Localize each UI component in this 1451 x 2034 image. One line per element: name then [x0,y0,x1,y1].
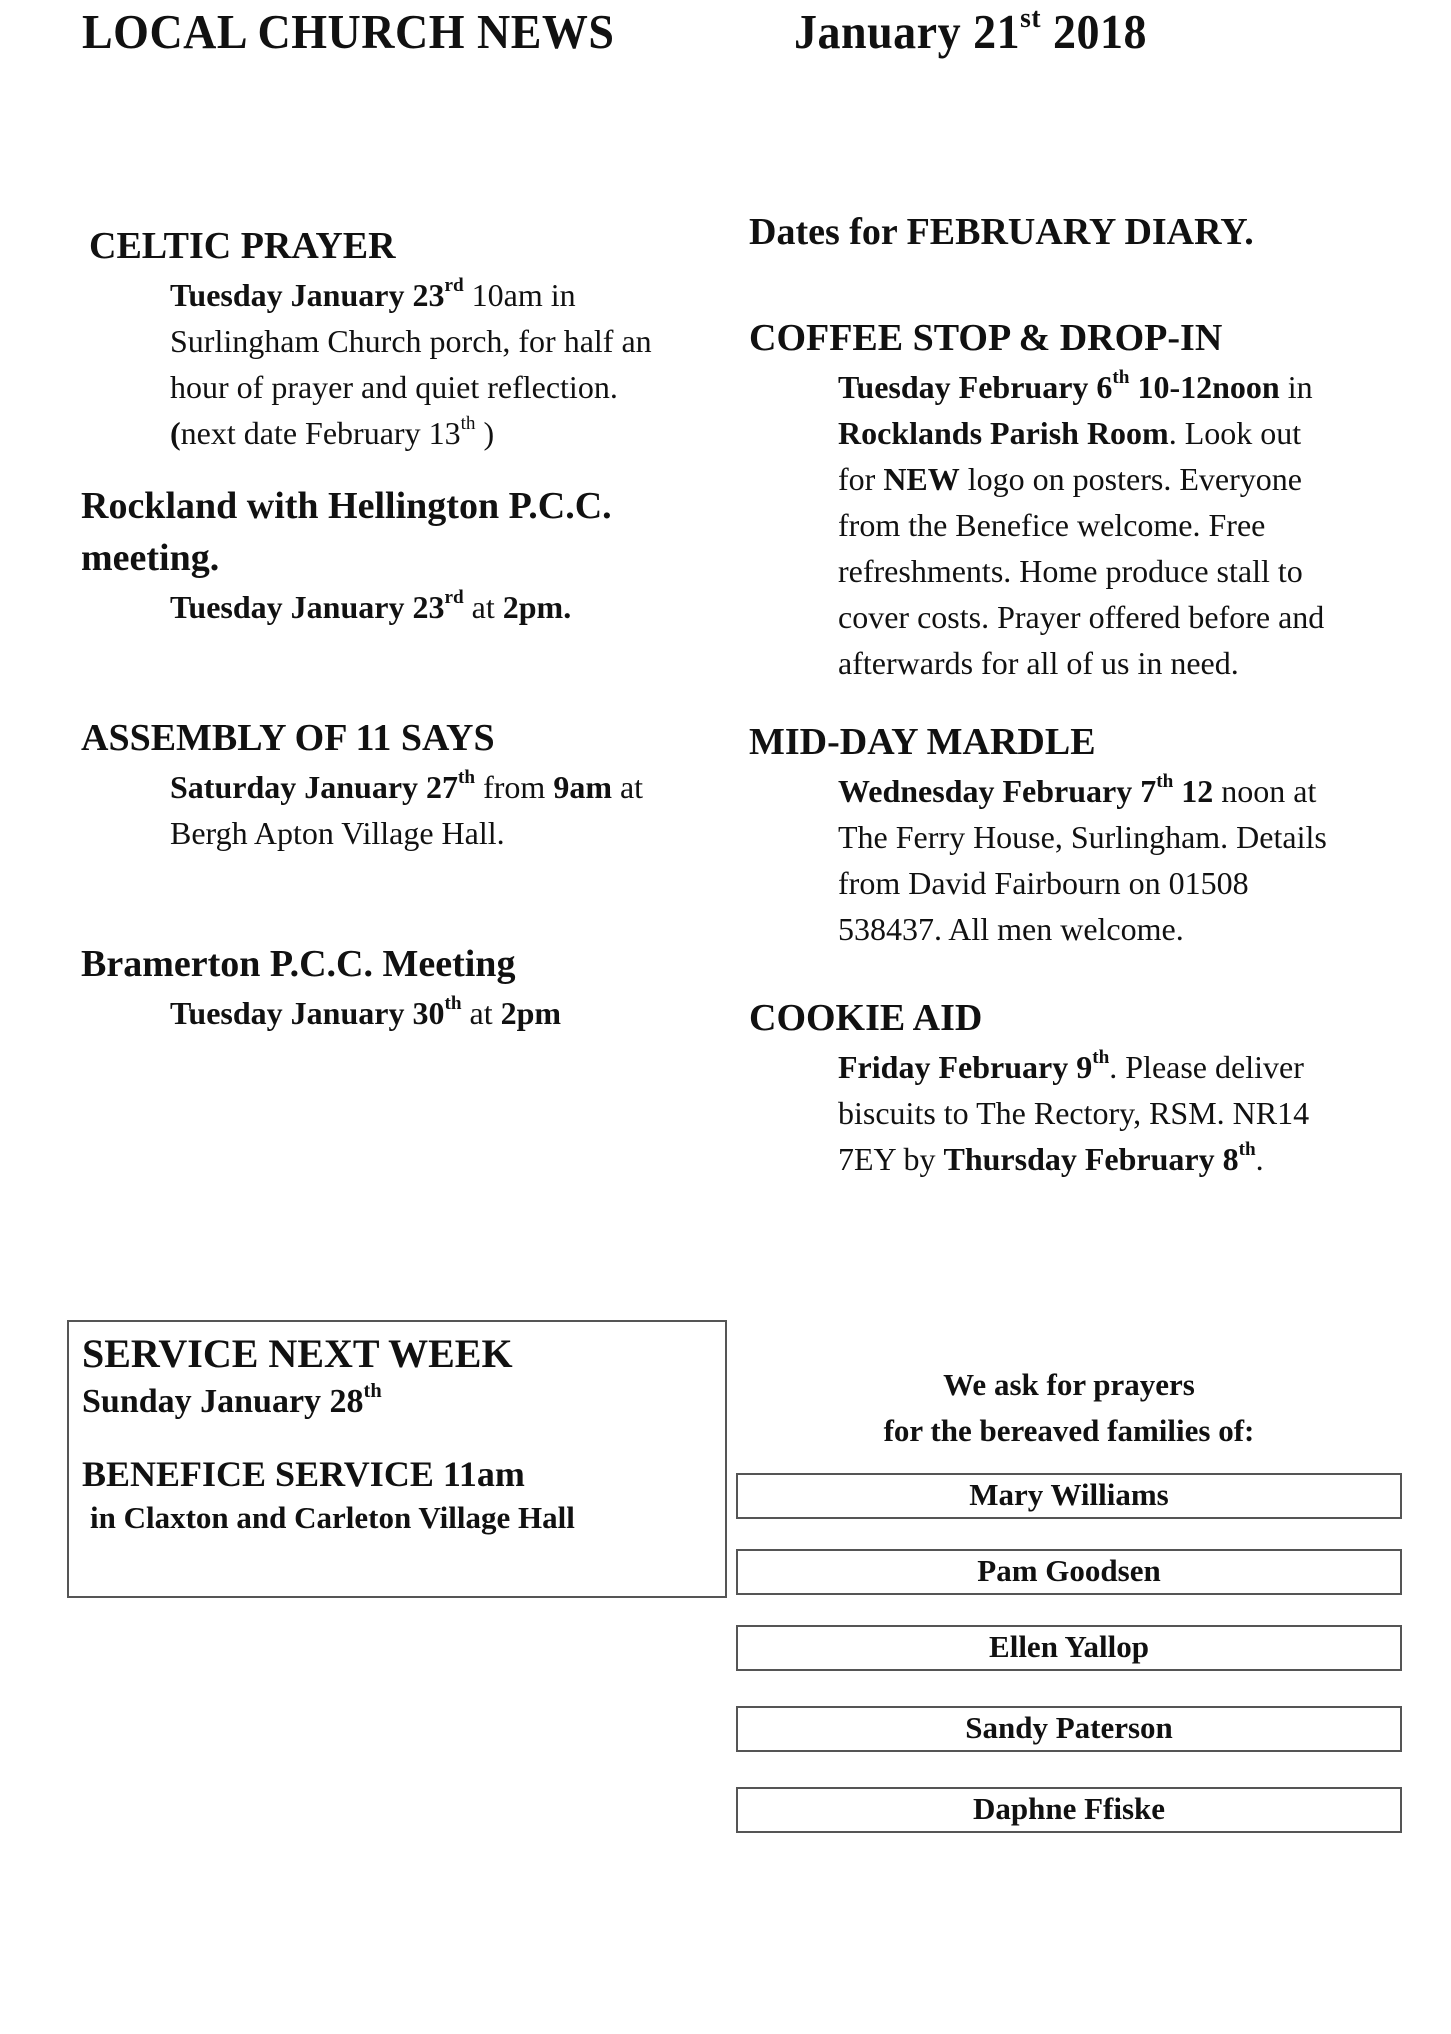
rockland-day: Tuesday January 23 [170,589,445,625]
celtic-prayer-section [81,220,741,456]
celtic-day: Tuesday January 23 [170,277,445,313]
rockland-body [81,584,741,630]
rockland-section [81,480,741,630]
prayers-line-2: for the bereaved families of: [883,1413,1255,1448]
bereaved-name-box: Ellen Yallop [736,1625,1402,1671]
assembly-line-1 [170,764,741,810]
celtic-prayer-body [81,272,741,456]
assembly-time: 9am [553,769,612,805]
service-next-week-box [67,1320,727,1598]
mardle-day-suffix: th [1156,771,1174,793]
cookie-deadline-suffix: th [1238,1139,1256,1161]
cookie-line-1-rest: . Please deliver [1109,1049,1304,1085]
mardle-line-2: The Ferry House, Surlingham. Details [838,819,1327,855]
coffee-line-3-rest: logo on posters. Everyone [959,461,1302,497]
coffee-stop-body [749,364,1449,686]
bramerton-day-suffix: th [444,993,462,1015]
bramerton-body [81,990,741,1036]
cookie-aid-section [749,992,1449,1182]
coffee-time: 10-12noon [1129,369,1280,405]
assembly-from: from [475,769,554,805]
assembly-section [81,712,741,856]
prayers-line-1: We ask for prayers [943,1367,1195,1402]
midday-mardle-section [749,716,1449,952]
date-suffix: st [1020,0,1042,33]
mardle-line-3: from David Fairbourn on 01508 [838,865,1249,901]
service-date-suffix: th [363,1379,382,1402]
celtic-line-3: hour of prayer and quiet reflection. [170,369,618,405]
service-date-text: Sunday January 28 [82,1383,364,1420]
service-date [82,1380,575,1424]
celtic-day-suffix: rd [444,275,464,297]
bramerton-heading: Bramerton P.C.C. Meeting [81,943,516,985]
assembly-heading: ASSEMBLY OF 11 SAYS [81,717,495,759]
coffee-line-2-rest: . Look out [1168,415,1302,451]
coffee-line-2 [838,410,1449,456]
service-heading: SERVICE NEXT WEEK [82,1331,513,1376]
prayers-intro [736,1362,1402,1454]
assembly-day: Saturday January 27 [170,769,459,805]
rockland-heading-2: meeting. [81,537,220,579]
celtic-prayer-heading: CELTIC PRAYER [89,225,396,267]
bereaved-name-box: Sandy Paterson [736,1706,1402,1752]
cookie-aid-body [749,1044,1449,1182]
date-year: 2018 [1041,5,1148,59]
celtic-line-1 [170,272,741,318]
midday-mardle-heading: MID-DAY MARDLE [749,721,1096,763]
bramerton-section [81,938,741,1036]
next-date-suffix: th [460,413,476,435]
paren-open: ( [170,415,181,451]
coffee-line-1 [838,364,1449,410]
rockland-at: at [463,589,503,625]
cookie-line-1 [838,1044,1449,1090]
bramerton-at: at [461,995,501,1031]
date-text: January 21 [794,5,1021,59]
coffee-line-3 [838,456,1449,502]
coffee-for: for [838,461,884,497]
celtic-line-4 [170,410,741,456]
midday-mardle-body [749,768,1449,952]
cookie-line-3-end: . [1255,1141,1264,1177]
cookie-aid-heading: COOKIE AID [749,997,983,1039]
coffee-day: Tuesday February 6 [838,369,1113,405]
left-column [81,220,741,1036]
newsletter-date [794,0,1148,60]
mardle-line-4: 538437. All men welcome. [838,911,1184,947]
coffee-line-6: cover costs. Prayer offered before and [838,599,1325,635]
bereaved-name-box: Daphne Ffiske [736,1787,1402,1833]
rockland-day-suffix: rd [444,587,464,609]
bereaved-name-box: Pam Goodsen [736,1549,1402,1595]
rockland-time: 2pm. [502,589,572,625]
mardle-time: 12 [1173,773,1214,809]
mardle-day: Wednesday February 7 [838,773,1157,809]
coffee-line-4: from the Benefice welcome. Free [838,507,1266,543]
rockland-heading-1: Rockland with Hellington P.C.C. [81,485,612,527]
coffee-line-7: afterwards for all of us in need. [838,645,1239,681]
february-diary-heading: Dates for FEBRUARY DIARY. [749,211,1254,253]
paren-close: ) [475,415,495,451]
assembly-body [81,764,741,856]
cookie-day-suffix: th [1092,1047,1110,1069]
service-location: in Claxton and Carleton Village Hall [90,1500,575,1535]
cookie-deadline: Thursday February 8 [943,1141,1239,1177]
mardle-line-1 [838,768,1449,814]
bereaved-name-box: Mary Williams [736,1473,1402,1519]
coffee-place: Rocklands Parish Room [838,415,1169,451]
assembly-day-suffix: th [458,767,476,789]
bramerton-day: Tuesday January 30 [170,995,445,1031]
assembly-line-2: Bergh Apton Village Hall. [170,815,505,851]
next-date: next date February 13 [180,415,461,451]
coffee-stop-section [749,312,1449,686]
cookie-day: Friday February 9 [838,1049,1093,1085]
celtic-time: 10am in [463,277,576,313]
benefice-service: BENEFICE SERVICE 11am [82,1454,525,1494]
coffee-day-suffix: th [1112,367,1130,389]
coffee-stop-heading: COFFEE STOP & DROP-IN [749,317,1223,359]
cookie-line-3 [838,1136,1449,1182]
bramerton-time: 2pm [500,995,562,1031]
newsletter-title: LOCAL CHURCH NEWS [82,5,615,59]
assembly-at: at [611,769,644,805]
cookie-line-2: biscuits to The Rectory, RSM. NR14 [838,1095,1310,1131]
coffee-line-5: refreshments. Home produce stall to [838,553,1303,589]
coffee-in: in [1279,369,1313,405]
coffee-new: NEW [883,461,960,497]
cookie-line-3-start: 7EY by [838,1141,944,1177]
celtic-line-2: Surlingham Church porch, for half an [170,323,652,359]
mardle-line-1-rest: noon at [1213,773,1317,809]
right-column [749,206,1449,1182]
